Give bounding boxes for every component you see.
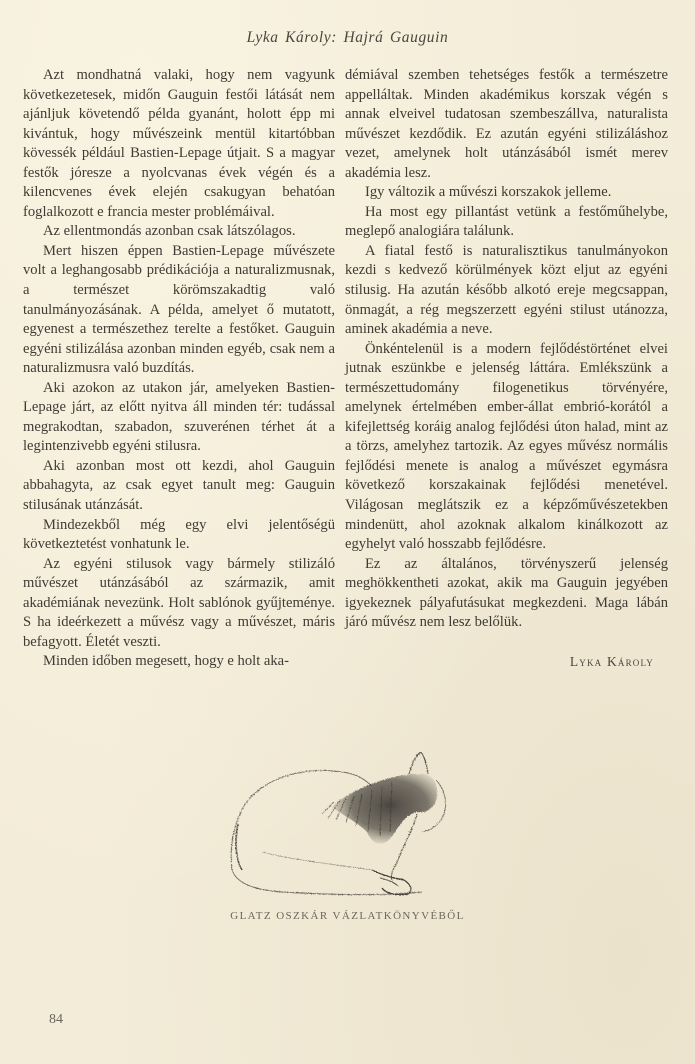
page-number: 84 [49, 1012, 63, 1027]
paragraph: Az ellentmondás azonban csak látszólagos. [43, 223, 296, 240]
right-column [345, 66, 668, 671]
paragraph: Azt mondhatná valaki, hogy nem vagyunk következetesek, midőn Gauguin festői látását nem ajánljuk követendő példa gyanánt, holott épp mi kivántuk, hogy művészeink mentül kitartóbban kövessék például Bastien-Lepage útjait. S a magyar festők jóresze a nyolcvanas évek végén és a kilencvenes évek elején csakugyan behatóan foglalkozott e francia mester problémáival. [23, 67, 335, 220]
cat-sketch-illustration [222, 752, 482, 902]
paragraph: Igy változik a művészi korszakok jelleme. [365, 184, 612, 201]
paragraph: Mert hiszen éppen Bastien-Lepage művészete volt a leghangosabb prédikációja a naturalizmusnak, a természet körömszakadtig való tanulmányozásának. A példa, amelyet ő mutatott, egyenest a természethez terelte a festőket. Gauguin egyéni stilizálása azonban minden egyéb, csak nem a naturalizmusra való buzdítás. [23, 242, 335, 377]
paragraph: A fiatal festő is naturalisztikus tanulmányokon kezdi s kedvező körülmények közt eljut az egyéni stilusig. Ha azután később alkotó ereje megcsappan, önmagát, a rég megszerzett egyéni stilust utánozza, aminek akadémia a neve. [345, 242, 668, 338]
paragraph: Az egyéni stilusok vagy bármely stilizáló művészet utánzásából az származik, amit akadémiának nevezünk. Holt sablónok gyűjteménye. S ha ideérkezett a művész vagy a művészet, máris befagyott. Életét veszti. [23, 555, 335, 650]
author-signature: Lyka Károly [569, 653, 654, 669]
paragraph: Önkéntelenül is a modern fejlődéstörténet elvei jutnak eszünkbe e jelenség láttára. Emlékszünk a természettudomány filogenetikus törvényére, amelynek értelmében ember-állat embrió-korától a kifejlettség koráig analog fejlődési úton halad, mint az a törzs, amelyhez tartozik. Az egyes művész normális fejlődési menete is analog a művészet egymásra következő korszakainak fejlődési menetével. Világosan meglátszik ez a képzőművészetekben mindenütt, ahol azoknak alkalom kinálkozott az egyhelyt való hosszabb fejlődésre. [345, 340, 668, 553]
paragraph: Ha most egy pillantást vetünk a festőműhelybe, meglepő analogiára találunk. [345, 203, 668, 240]
paragraph: Minden időben megesett, hogy e holt aka- [43, 653, 290, 670]
paragraph: Aki azokon az utakon jár, amelyeken Bastien-Lepage járt, az előtt nyitva áll minden tér: tudással megrakodtan, szabadon, szuverénen térhet át a legintenzivebb egyéni stilusra. [23, 379, 335, 455]
paragraph-continuation: démiával szemben tehetséges festők a természetre appelláltak. Minden akadémikus korszak végén s annak elveivel tudatosan szembeszállva, naturalista művészet kezdődik. Ez azután egyéni stilizáláshoz vezet, amelynek holt utánzásából ismét merev akadémia lesz. [345, 67, 668, 181]
paragraph: Mindezekből még egy elvi jelentőségü következtetést vonhatunk le. [23, 516, 335, 553]
paragraph: Ez az általános, törvényszerű jelenség meghökkentheti azokat, akik ma Gauguin jegyében igyekeznek pályafutásukat megkezdeni. Maga lábán járó művész nem lesz belőlük. [345, 555, 668, 631]
left-column [23, 66, 335, 672]
running-head: Lyka Károly: Hajrá Gauguin [246, 29, 449, 46]
illustration-caption: GLATZ OSZKÁR VÁZLATKÖNYVÉBŐL [230, 910, 465, 922]
paragraph: Aki azonban most ott kezdi, ahol Gauguin abbahagyta, az csak egyet tanult meg: Gauguin stilusának utánzását. [23, 457, 335, 514]
cat-sketch-icon [222, 752, 482, 902]
